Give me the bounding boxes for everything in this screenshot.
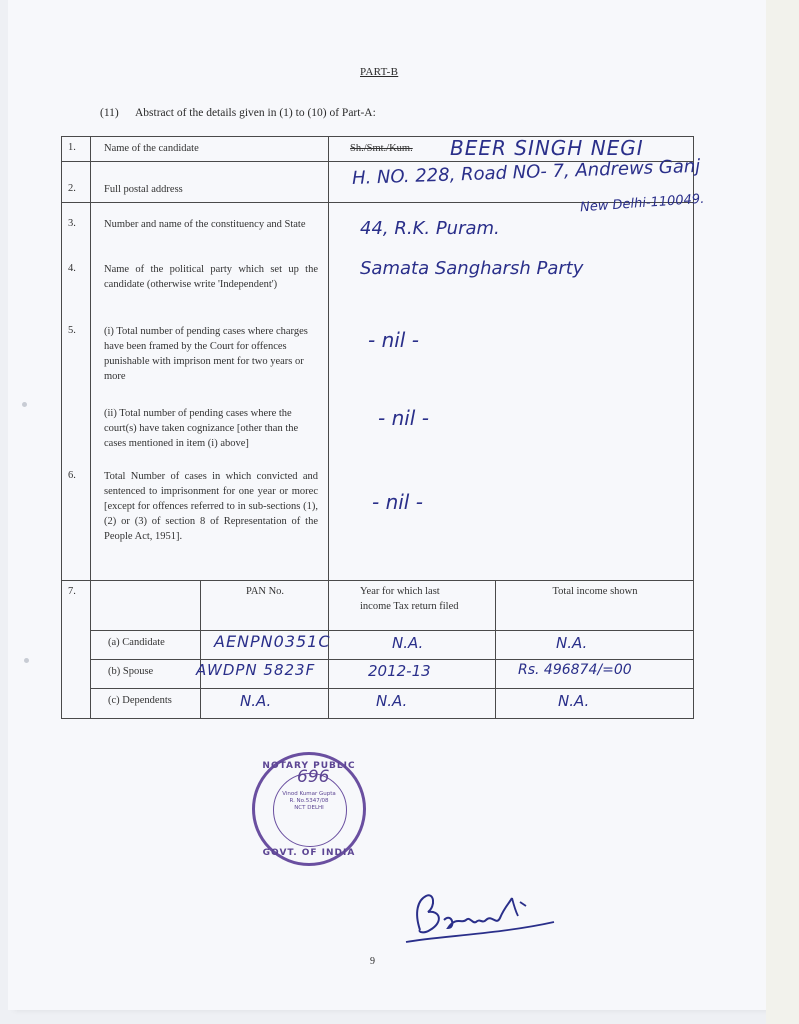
pending-cases-cognizance-handwritten: - nil - [378,406,429,430]
row-number: 5. [68,325,76,336]
abstract-heading [100,107,376,119]
row-number: 6. [68,470,76,481]
punch-mark [22,402,27,407]
part-title: PART-B [360,66,399,78]
column-header-income: Total income shown [552,586,638,597]
postal-address-handwritten: H. NO. 228, Road NO- 7, Andrews Ganj [351,155,701,189]
stamp-name: Vinod Kumar Gupta [282,791,336,797]
punch-mark [24,658,29,663]
stamp-reg: R. No.5347/08 [289,798,329,804]
candidate-name-handwritten: BEER SINGH NEGI [450,136,644,160]
page-number: 9 [370,956,375,967]
candidate-pan-handwritten: AENPN0351C [214,632,331,651]
row-number: 4. [68,263,76,274]
pending-cases-framed-handwritten: - nil - [368,328,419,352]
row-label: Name of the political party which set up the candidate (otherwise write 'Independent') [104,264,318,290]
row-label: Full postal address [104,184,183,195]
row-label: Number and name of the constituency and State [104,219,306,230]
row-number: 1. [68,142,76,153]
spouse-pan-handwritten: AWDPN 5823F [196,661,316,679]
convicted-cases-handwritten: - nil - [372,490,423,514]
column-header-year: Year for which last income Tax return filed [360,586,459,612]
title-prefix: Sh./Smt./Kum. [350,143,413,154]
candidate-year-handwritten: N.A. [392,634,424,652]
signature [400,872,560,952]
row-label: Total Number of cases in which convicted and sentenced to imprisonment for one year or morec [except for offences referred to in sub-sections (1), (2) or (3) of section 8 of Representation of the People Act, 1951]. [104,471,318,542]
stamp-area: NCT DELHI [294,805,324,811]
spouse-income-handwritten: Rs. 496874/=00 [518,662,632,678]
stamp-number: 696 [297,767,330,787]
row-number: 7. [68,586,76,597]
dependents-year-handwritten: N.A. [376,692,408,710]
row-label-5ii: (ii) Total number of pending cases where the court(s) have taken cognizance [other than the cases mentioned in item (i) above] [104,408,299,449]
dependents-label: (c) Dependents [108,695,172,706]
abstract-text: Abstract of the details given in (1) to (10) of Part-A: [134,107,376,119]
dependents-income-handwritten: N.A. [558,692,590,710]
notary-stamp [252,752,366,866]
abstract-number: (11) [100,107,119,119]
column-header-pan: PAN No. [245,586,285,597]
row-label: Name of the candidate [104,143,199,154]
party-name-handwritten: Samata Sangharsh Party [360,258,584,279]
row-number: 3. [68,218,76,229]
spouse-year-handwritten: 2012-13 [368,662,431,680]
row-label-5i: (i) Total number of pending cases where charges have been framed by the Court for offences punishable with imprison ment for two years or more [104,326,308,382]
row-number: 2. [68,183,76,194]
candidate-income-handwritten: N.A. [556,634,588,652]
constituency-handwritten: 44, R.K. Puram. [360,218,500,239]
stamp-details [255,791,363,812]
dependents-pan-handwritten: N.A. [240,692,272,710]
postal-address-line2-handwritten: New Delhi-110049. [579,191,705,216]
stamp-top-text: NOTARY PUBLIC [262,761,356,771]
page-edge [766,0,799,1024]
stamp-bottom-text: GOVT. OF INDIA [262,848,356,858]
candidate-label: (a) Candidate [108,637,165,648]
spouse-label: (b) Spouse [108,666,154,677]
